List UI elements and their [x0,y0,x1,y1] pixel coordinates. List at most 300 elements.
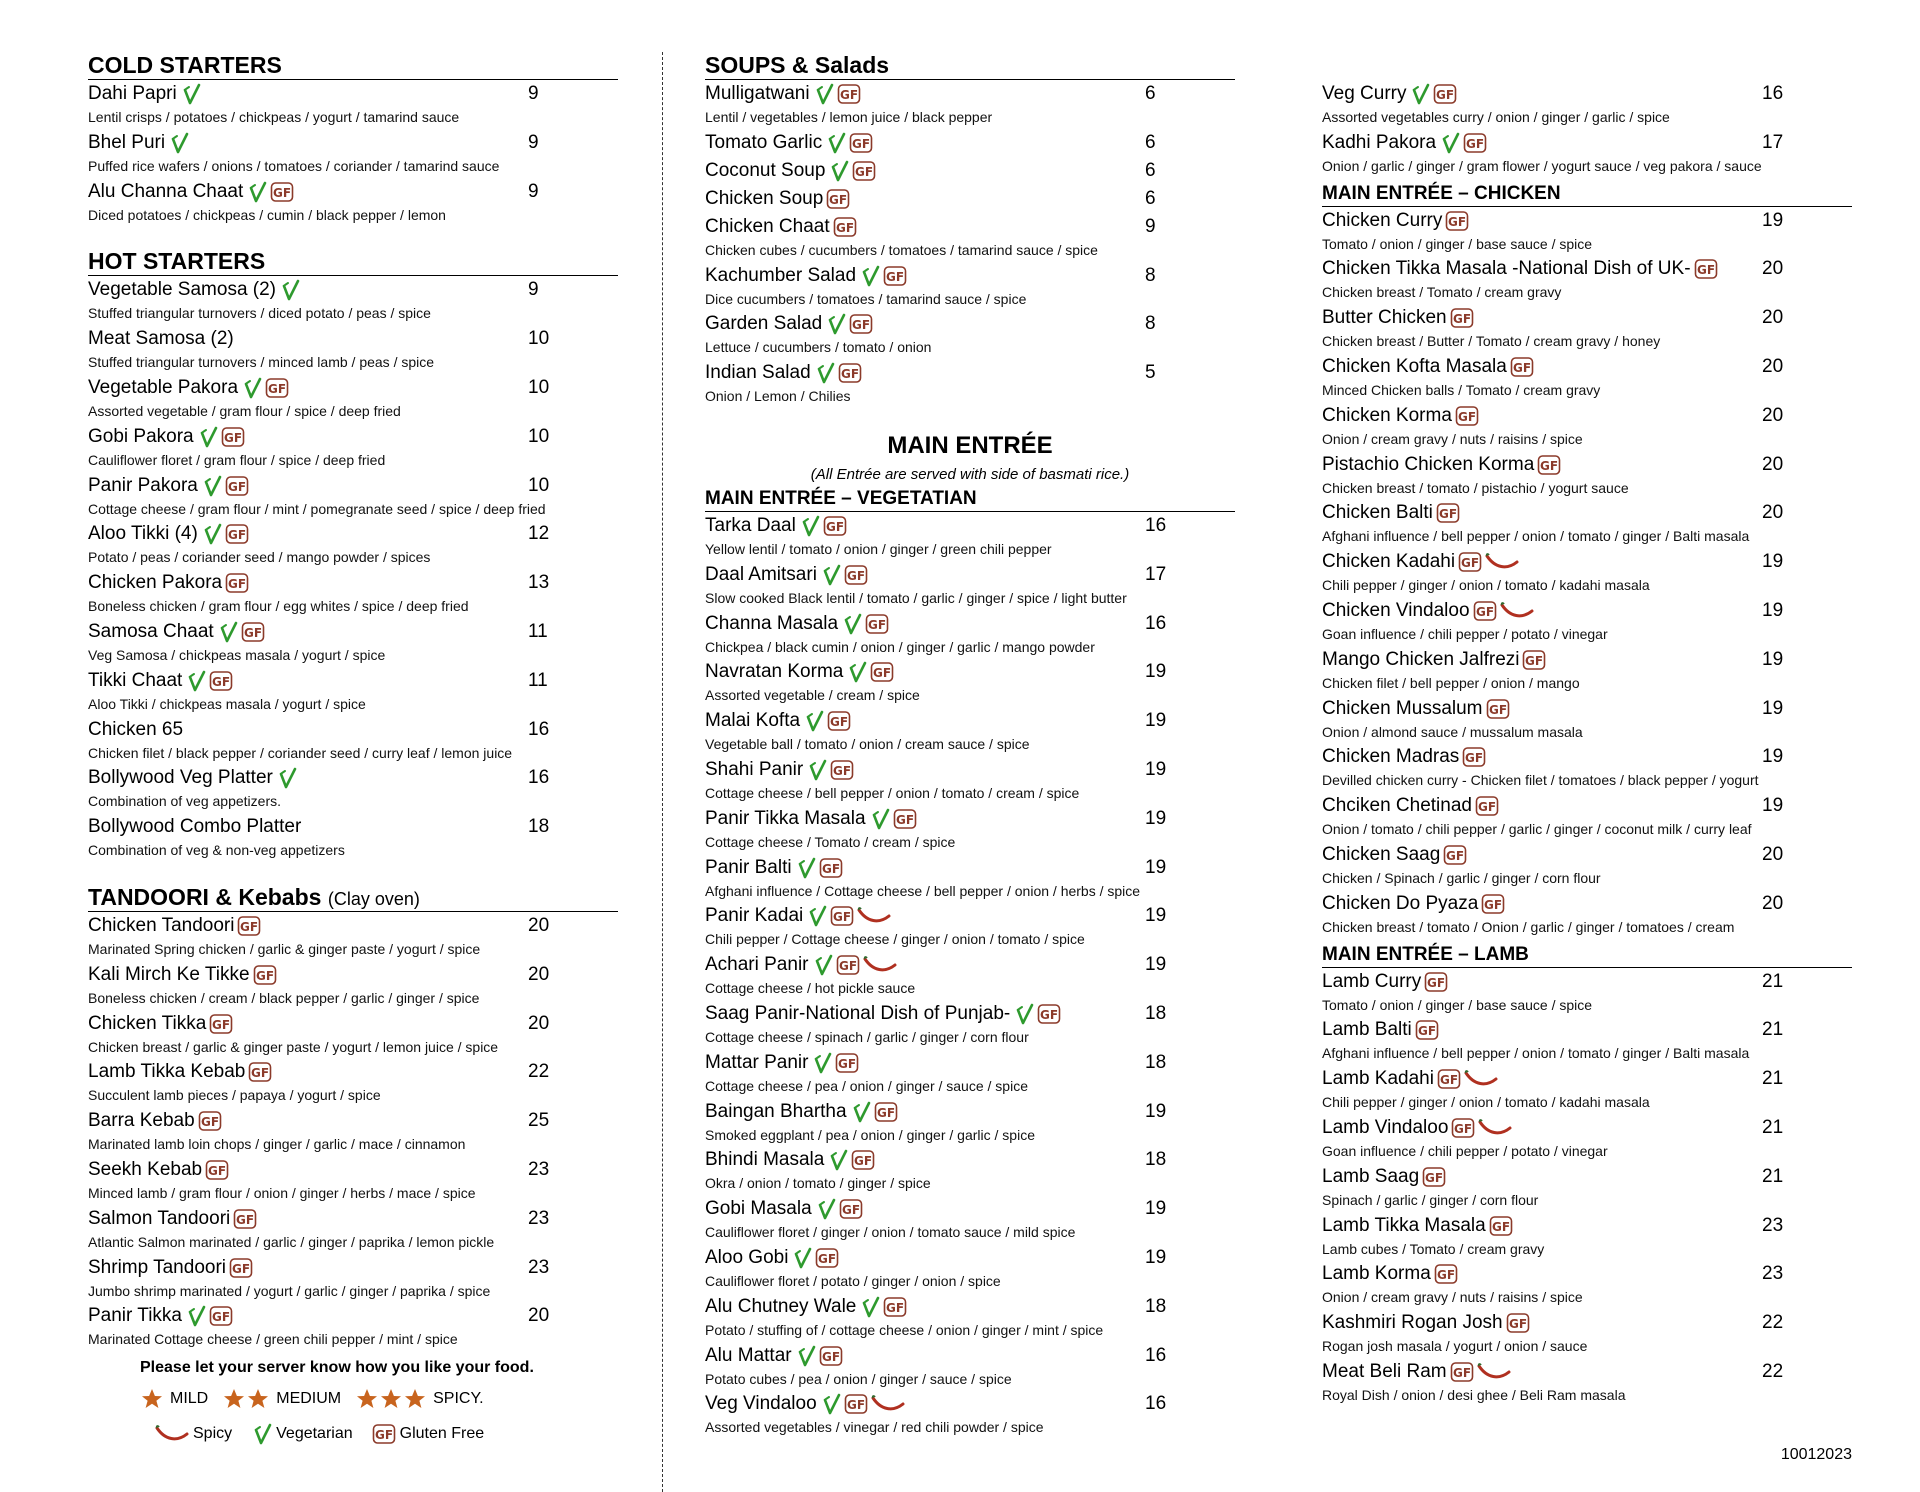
item-price: 16 [528,718,550,740]
item-price: 21 [1762,1116,1784,1138]
gluten-free-icon [849,313,873,335]
menu-item-chicken-65 [88,716,618,765]
item-name: Chicken Kadahi [1322,551,1456,573]
item-description: Minced Chicken balls / Tomato / cream gravy [1322,381,1601,398]
gluten-free-icon [248,1061,272,1083]
item-price: 19 [1762,746,1784,768]
gluten-free-icon [209,1013,233,1035]
star-icon [140,1387,164,1411]
menu-item-salmon-tandoori [88,1205,618,1254]
menu-item-chicken-kadahi [1322,548,1852,597]
menu-item-kadhi-pakora [1322,129,1852,178]
item-price: 22 [1762,1360,1784,1382]
chili-pepper-icon [1500,601,1534,621]
menu-item-gobi-masala [705,1195,1235,1244]
menu-item-panir-tikka [88,1302,618,1351]
menu-item-aloo-gobi [705,1244,1235,1293]
vegetarian-icon [818,1198,836,1220]
item-price: 18 [1145,1149,1167,1171]
gluten-free-icon [237,915,261,937]
menu-item-tikki-chaat [88,667,618,716]
vegetarian-icon [188,1305,206,1327]
svg-text:GF: GF [1488,702,1507,717]
item-price: 6 [1145,83,1156,104]
vegetarian-icon [254,1423,272,1445]
item-description: Combination of veg & non-veg appetizers [88,842,345,859]
vegetarian-icon [872,808,890,830]
item-name: Samosa Chaat [88,620,214,642]
svg-text:GF: GF [833,910,852,925]
item-description: Succulent lamb pieces / papaya / yogurt / spice [88,1087,381,1104]
gluten-free-icon [225,523,249,545]
svg-text:GF: GF [240,919,259,934]
item-name: Chicken Saag [1322,843,1441,865]
item-name: Butter Chicken [1322,307,1447,329]
legend-spicy: Spicy [193,1425,233,1443]
gluten-free-icon [844,1393,868,1415]
vegetarian-icon [809,759,827,781]
menu-item-baingan-bhartha [705,1098,1235,1147]
item-description: Vegetable ball / tomato / onion / cream sauce / spice [705,736,1030,753]
item-price: 9 [528,131,539,153]
svg-text:GF: GF [1436,1268,1455,1283]
item-name: Channa Masala [705,612,839,634]
item-name: Chciken Chetinad [1322,795,1472,817]
item-price: 17 [1145,563,1167,585]
item-name: Pistachio Chicken Korma [1322,453,1535,475]
item-price: 11 [528,669,548,691]
item-price: 9 [528,279,539,301]
item-name: Bhel Puri [88,131,166,153]
item-name: Bollywood Combo Platter [88,816,302,838]
item-description: Royal Dish / onion / desi ghee / Beli Ram masala [1322,1386,1626,1403]
gluten-free-icon [815,1247,839,1269]
menu-item-shrimp-tandoori [88,1254,618,1303]
item-price: 18 [1145,1002,1167,1024]
item-description: Goan influence / chili pepper / potato / vinegar [1322,625,1608,642]
svg-text:GF: GF [1465,751,1484,766]
vegetarian-icon [809,905,827,927]
item-name: Navratan Korma [705,661,844,683]
item-description: Atlantic Salmon marinated / garlic / ginger / paprika / lemon pickle [88,1233,495,1250]
menu-item-chicken-do-pyaza [1322,890,1852,939]
item-description: Assorted vegetable / gram flour / spice / deep fried [88,402,401,419]
gluten-free-icon [830,905,854,927]
gluten-free-icon [1481,893,1505,915]
item-description: Marinated lamb loin chops / ginger / garlic / mace / cinnamon [88,1136,466,1153]
menu-item-panir-pakora [88,472,618,521]
svg-text:GF: GF [1540,458,1559,473]
item-price: 20 [1762,453,1784,475]
item-name: Tomato Garlic [705,131,823,153]
gluten-free-icon [221,426,245,448]
menu-item-dahi-papri [88,80,618,129]
vegetarian-icon [220,621,238,643]
item-name: Gobi Pakora [88,425,194,447]
menu-column-2 [705,52,1235,1439]
section-title: MAIN ENTRÉE – CHICKEN [1322,182,1561,204]
svg-text:GF: GF [227,528,246,543]
menu-item-saag-panir-national-dish-of-punjab [705,1000,1235,1049]
vegetarian-icon [830,1149,848,1171]
svg-text:GF: GF [251,1066,270,1081]
item-price: 8 [1145,313,1156,335]
item-price: 20 [1762,307,1784,329]
item-price: 6 [1145,187,1156,209]
item-name: Baingan Bhartha [705,1100,847,1122]
item-price: 16 [1762,83,1784,104]
item-description: Chicken filet / bell pepper / onion / mango [1322,674,1580,691]
item-description: Onion / almond sauce / mussalum masala [1322,723,1583,740]
gluten-free-icon [893,808,917,830]
item-description: Cottage cheese / hot pickle sauce [705,980,916,997]
svg-text:GF: GF [873,666,892,681]
item-price: 18 [1145,1295,1167,1317]
item-description: Boneless chicken / cream / black pepper / garlic / ginger / spice [88,989,480,1006]
svg-text:GF: GF [886,1300,905,1315]
menu-item-chicken-vindaloo [1322,597,1852,646]
item-name: Indian Salad [705,362,811,384]
section-title: TANDOORI & Kebabs [88,883,322,910]
item-description: Tomato / onion / ginger / base sauce / spice [1322,235,1593,252]
section-note: (Clay oven) [327,888,420,909]
item-price: 10 [528,376,550,398]
item-price: 5 [1145,362,1156,384]
item-description: Assorted vegetables curry / onion / ginger / garlic / spice [1322,109,1670,125]
menu-item-chicken-curry [1322,207,1852,256]
legend-medium: MEDIUM [276,1390,342,1408]
item-name: Gobi Masala [705,1198,812,1220]
menu-item-alu-channa-chaat [88,178,618,227]
item-price: 20 [1762,404,1784,426]
gluten-free-icon [1475,795,1499,817]
item-name: Panir Tikka [88,1305,182,1327]
item-name: Alu Chutney Wale [705,1295,857,1317]
gluten-free-icon [1424,971,1448,993]
legend-gluten-free: Gluten Free [399,1425,485,1443]
item-description: Cauliflower floret / potato / ginger / onion / spice [705,1272,1001,1289]
item-description: Afghani influence / bell pepper / onion / tomato / ginger / Balti masala [1322,1045,1750,1062]
gluten-free-icon [865,613,889,635]
menu-item-pistachio-chicken-korma [1322,451,1852,500]
item-description: Assorted vegetables / vinegar / red chili powder / spice [705,1419,1044,1436]
item-description: Yellow lentil / tomato / onion / ginger / green chili pepper [705,540,1052,557]
vegetarian-icon [853,1101,871,1123]
star-icon [355,1387,379,1411]
item-name: Chicken Tikka [88,1012,207,1034]
item-name: Chicken Madras [1322,746,1460,768]
item-description: Cottage cheese / bell pepper / onion / tomato / cream / spice [705,784,1080,801]
svg-text:GF: GF [855,164,874,179]
svg-text:GF: GF [1448,214,1467,229]
svg-text:GF: GF [1466,136,1485,151]
item-description: Aloo Tikki / chickpeas masala / yogurt / spice [88,695,366,712]
menu-item-daal-amitsari [705,561,1235,610]
legend-instruction: Please let your server know how you like your food. [140,1359,534,1377]
vegetarian-icon [1442,132,1460,154]
item-price: 23 [1762,1263,1784,1285]
svg-text:GF: GF [1512,360,1531,375]
item-description: Spinach / garlic / ginger / corn flour [1322,1191,1539,1208]
item-price: 23 [528,1207,550,1229]
item-description: Chicken breast / Butter / Tomato / cream gravy / honey [1322,333,1661,350]
menu-item-tarka-daal [705,512,1235,561]
svg-text:GF: GF [374,1428,393,1443]
item-description: Afghani influence / Cottage cheese / bell pepper / onion / herbs / spice [705,882,1141,899]
svg-text:GF: GF [886,269,905,284]
svg-text:GF: GF [1454,1121,1473,1136]
item-name: Alu Mattar [705,1344,792,1366]
item-description: Cottage cheese / spinach / garlic / ginger / corn flour [705,1028,1029,1045]
item-price: 19 [1145,1100,1167,1122]
svg-text:GF: GF [273,185,292,200]
gluten-free-icon [819,1345,843,1367]
svg-text:GF: GF [1461,556,1480,571]
item-price: 23 [1762,1214,1784,1236]
item-price: 10 [528,474,550,496]
menu-item-chicken-chaat [705,213,1235,262]
item-price: 21 [1762,1068,1784,1090]
gluten-free-icon [241,621,265,643]
menu-item-vegetable-samosa-2 [88,276,618,325]
gluten-free-icon [1694,258,1718,280]
svg-text:GF: GF [838,959,857,974]
item-name: Alu Channa Chaat [88,180,244,202]
item-description: Goan influence / chili pepper / potato / vinegar [1322,1142,1608,1159]
item-price: 18 [528,816,550,838]
item-name: Chicken Balti [1322,502,1433,524]
menu-item-achari-panir [705,951,1235,1000]
menu-item-samosa-chaat [88,618,618,667]
svg-text:GF: GF [1452,1365,1471,1380]
star-icon [379,1387,403,1411]
item-name: Chicken Korma [1322,404,1452,426]
item-name: Shahi Panir [705,758,804,780]
document-code: 10012023 [1780,1446,1852,1463]
svg-text:GF: GF [228,577,247,592]
item-description: Cauliflower floret / ginger / onion / tomato sauce / mild spice [705,1224,1076,1241]
menu-item-bollywood-combo-platter [88,813,618,862]
section-heading [705,487,1235,512]
menu-item-alu-chutney-wale [705,1293,1235,1342]
item-price: 20 [528,1305,550,1327]
menu-item-mango-chicken-jalfrezi [1322,646,1852,695]
menu-item-bollywood-veg-platter [88,764,618,813]
menu-item-lamb-saag [1322,1163,1852,1212]
gluten-free-icon [229,1257,253,1279]
section-heading [88,52,618,80]
item-description: Smoked eggplant / pea / onion / ginger / garlic / spice [705,1126,1035,1143]
menu-item-chicken-korma [1322,402,1852,451]
item-name: Lamb Vindaloo [1322,1116,1449,1138]
gluten-free-icon [883,1296,907,1318]
menu-item-chicken-tikka-masala-national-dish-of-uk [1322,255,1852,304]
legend-spicy-level: SPICY. [433,1390,484,1408]
menu-item-lamb-korma [1322,1260,1852,1309]
section-title: COLD STARTERS [88,52,282,78]
svg-text:GF: GF [211,1310,231,1325]
item-description: Chicken breast / tomato / Onion / garlic / ginger / tomatoes / cream [1322,918,1735,935]
menu-item-mattar-panir [705,1049,1235,1098]
gluten-free-icon [1445,210,1469,232]
svg-text:GF: GF [1696,263,1715,278]
item-name: Chicken Mussalum [1322,697,1483,719]
menu-item-alu-mattar [705,1342,1235,1391]
chili-pepper-icon [857,906,891,926]
chili-pepper-icon [1477,1362,1511,1382]
gluten-free-icon [225,475,249,497]
item-description: Assorted vegetable / cream / spice [705,687,920,704]
item-price: 16 [1145,1344,1167,1366]
item-description: Chili pepper / Cottage cheese / ginger / onion / tomato / spice [705,931,1085,948]
item-name: Salmon Tandoori [88,1207,231,1229]
item-description: Onion / garlic / ginger / gram flower / yogurt sauce / veg pakora / sauce [1322,157,1762,174]
menu-item-aloo-tikki-4 [88,520,618,569]
item-description: Marinated Spring chicken / garlic & ginger paste / yogurt / spice [88,940,481,957]
item-description: Chili pepper / ginger / onion / tomato / kadahi masala [1322,577,1650,594]
item-name: Lamb Saag [1322,1165,1420,1187]
item-price: 9 [528,180,539,202]
item-name: Dahi Papri [88,83,177,104]
item-name: Lamb Curry [1322,970,1422,992]
item-price: 16 [528,767,550,789]
item-name: Coconut Soup [705,159,826,181]
gluten-free-icon [1443,844,1467,866]
section-heading [88,248,618,276]
vegetarian-icon [249,181,267,203]
gluten-free-icon [819,857,843,879]
svg-text:GF: GF [876,1105,895,1120]
svg-text:GF: GF [1477,800,1497,815]
item-description: Chicken filet / black pepper / coriander seed / curry leaf / lemon juice [88,744,513,761]
item-name: Chicken Tikka Masala -National Dish of UK- [1322,258,1691,280]
star-icon [222,1387,246,1411]
gluten-free-icon [1486,698,1510,720]
svg-text:GF: GF [223,430,242,445]
gluten-free-icon [209,1305,233,1327]
item-description: Lentil / vegetables / lemon juice / black pepper [705,109,993,125]
item-price: 19 [1762,795,1784,817]
vegetarian-icon [828,132,846,154]
vegetarian-icon [815,954,833,976]
item-name: Chicken Do Pyaza [1322,892,1479,914]
column-divider [662,52,663,1492]
vegetarian-icon [204,523,222,545]
vegetarian-icon [823,1393,841,1415]
item-price: 19 [1145,954,1167,976]
item-name: Kashmiri Rogan Josh [1322,1312,1503,1334]
menu-item-lamb-balti [1322,1016,1852,1065]
item-description: Diced potatoes / chickpeas / cumin / black pepper / lemon [88,206,446,223]
item-description: Lamb cubes / Tomato / cream gravy [1322,1240,1545,1257]
item-price: 22 [528,1061,550,1083]
item-price: 9 [1145,215,1156,237]
svg-text:GF: GF [212,1017,231,1032]
item-price: 20 [528,1012,550,1034]
menu-item-lamb-kadahi [1322,1065,1852,1114]
item-price: 21 [1762,1165,1784,1187]
item-name: Veg Vindaloo [705,1393,817,1415]
main-entree-note: (All Entrée are served with side of basmati rice.) [810,465,1130,483]
menu-item-vegetable-pakora [88,374,618,423]
menu-item-gobi-pakora [88,423,618,472]
svg-text:GF: GF [231,1261,251,1276]
gluten-free-icon [209,670,233,692]
menu-item-lamb-vindaloo [1322,1114,1852,1163]
svg-text:GF: GF [1457,409,1476,424]
chili-pepper-icon [863,955,897,975]
item-description: Minced lamb / gram flour / onion / ginger / herbs / mace / spice [88,1184,476,1201]
item-price: 20 [528,914,550,936]
item-name: Mulligatwani [705,83,810,104]
gluten-free-icon [838,362,862,384]
gluten-free-icon [1415,1019,1439,1041]
item-price: 17 [1762,131,1784,153]
svg-text:GF: GF [895,812,914,827]
item-name: Panir Pakora [88,474,198,496]
menu-item-meat-samosa-2 [88,325,618,374]
gluten-free-icon [1436,502,1460,524]
menu-item-chicken-kofta-masala [1322,353,1852,402]
vegetarian-icon [862,265,880,287]
gluten-free-icon [1506,1312,1530,1334]
item-price: 19 [1145,807,1167,829]
item-description: Afghani influence / bell pepper / onion / tomato / ginger / Balti masala [1322,528,1750,545]
gluten-free-icon [835,1052,859,1074]
vegetarian-icon [802,515,820,537]
svg-text:GF: GF [833,763,852,778]
chili-pepper-icon [1464,1069,1498,1089]
svg-text:GF: GF [868,617,887,632]
menu-item-chicken-balti [1322,499,1852,548]
menu-item-garden-salad [705,310,1235,359]
chili-pepper-icon [871,1394,905,1414]
item-price: 19 [1762,697,1784,719]
section-heading [1322,182,1852,207]
item-name: Chicken Soup [705,187,824,209]
item-description: Combination of veg appetizers. [88,793,281,810]
section-title: MAIN ENTRÉE – LAMB [1322,943,1529,965]
item-description: Onion / cream gravy / nuts / raisins / spice [1322,1289,1583,1306]
item-description: Chicken breast / tomato / pistachio / yogurt sauce [1322,479,1629,496]
gluten-free-icon [830,759,854,781]
svg-text:GF: GF [838,1056,857,1071]
svg-text:GF: GF [1491,1219,1510,1234]
item-description: Onion / tomato / chili pepper / garlic / ginger / coconut milk / curry leaf [1322,821,1752,838]
svg-text:GF: GF [821,1349,840,1364]
section-title: HOT STARTERS [88,248,266,275]
svg-text:GF: GF [854,1154,873,1169]
item-description: Onion / cream gravy / nuts / raisins / spice [1322,430,1583,447]
item-name: Chicken Chaat [705,215,830,237]
main-entree-title: MAIN ENTRÉE [887,431,1053,459]
item-name: Chicken 65 [88,718,184,740]
item-description: Potato / peas / coriander seed / mango powder / spices [88,549,431,566]
item-price: 21 [1762,970,1784,992]
gluten-free-icon [1433,83,1457,105]
item-description: Marinated Cottage cheese / green chili pepper / mint / spice [88,1331,458,1348]
item-price: 6 [1145,131,1156,153]
item-description: Puffed rice wafers / onions / tomatoes / coriander / tamarind sauce [88,157,500,174]
vegetarian-icon [244,377,262,399]
item-description: Devilled chicken curry - Chicken filet / tomatoes / black pepper / yogurt [1322,772,1759,789]
item-price: 20 [1762,843,1784,865]
item-price: 11 [528,620,548,642]
item-price: 18 [1145,1051,1167,1073]
menu-item-chciken-chetinad [1322,792,1852,841]
item-price: 10 [528,425,550,447]
item-description: Stuffed triangular turnovers / minced lamb / peas / spice [88,354,435,371]
